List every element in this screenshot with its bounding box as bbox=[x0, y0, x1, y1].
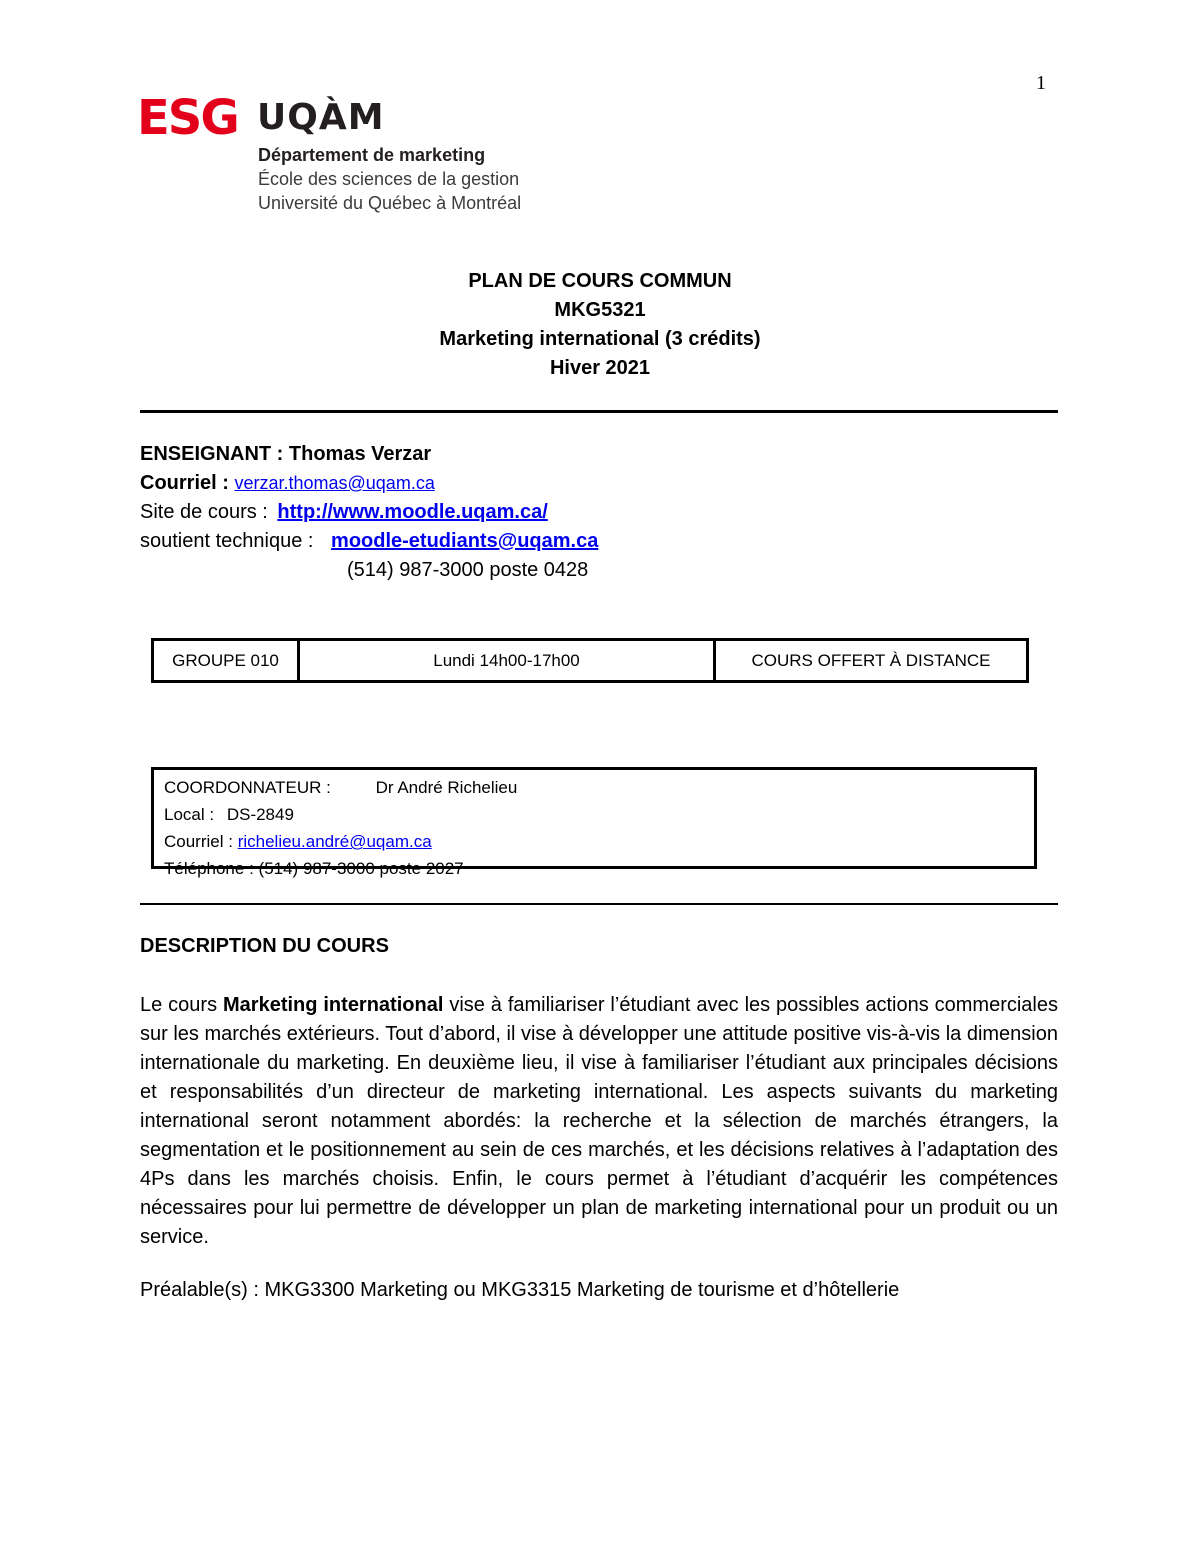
logo-university: Université du Québec à Montréal bbox=[258, 193, 522, 213]
prerequisite-value: MKG3300 Marketing ou MKG3315 Marketing de tourisme et d’hôtellerie bbox=[264, 1279, 900, 1301]
instructor-name: Thomas Verzar bbox=[288, 443, 432, 465]
esg-uqam-logo bbox=[137, 90, 522, 217]
document-title bbox=[0, 267, 1200, 383]
coordinator-email-link[interactable]: richelieu.andré@uqam.ca bbox=[237, 832, 432, 851]
course-site-row bbox=[140, 498, 598, 527]
course-site-link[interactable]: http://www.moodle.uqam.ca/ bbox=[277, 501, 548, 523]
logo-school: École des sciences de la gestion bbox=[258, 169, 520, 189]
coordinator-label: COORDONNATEUR : bbox=[164, 778, 331, 797]
course-name: Marketing international (3 crédits) bbox=[439, 328, 761, 350]
description-heading: DESCRIPTION DU COURS bbox=[140, 935, 389, 957]
local-row bbox=[164, 801, 1034, 828]
page-number: 1 bbox=[1036, 72, 1046, 94]
coordinator-box bbox=[151, 767, 1037, 878]
group-number: GROUPE 010 bbox=[153, 640, 299, 682]
coordinator-name: Dr André Richelieu bbox=[375, 778, 518, 797]
description-course-name: Marketing international bbox=[223, 994, 444, 1016]
instructor-info bbox=[140, 440, 598, 585]
phone-value: (514) 987-3000 poste 2027 bbox=[258, 859, 464, 878]
course-description bbox=[140, 991, 1058, 1252]
local-label: Local : bbox=[164, 805, 215, 824]
instructor-email-row bbox=[140, 469, 598, 498]
coordinator-row bbox=[164, 774, 1034, 801]
group-table bbox=[151, 638, 1029, 683]
title-line-1: PLAN DE COURS COMMUN bbox=[468, 270, 732, 292]
logo-esg-wordmark: ESG bbox=[137, 90, 238, 146]
logo-uqam-wordmark: UQÀM bbox=[257, 97, 385, 138]
coordinator-email-label: Courriel : bbox=[164, 832, 233, 851]
coordinator-email-row bbox=[164, 828, 1034, 855]
divider-middle bbox=[140, 903, 1058, 905]
description-intro: Le cours bbox=[140, 994, 218, 1016]
phone-label: Téléphone : bbox=[164, 859, 254, 878]
instructor-email-link[interactable]: verzar.thomas@uqam.ca bbox=[234, 473, 435, 493]
group-row bbox=[153, 640, 1028, 682]
site-label: Site de cours : bbox=[140, 501, 268, 523]
prerequisite bbox=[140, 1279, 899, 1302]
group-mode: COURS OFFERT À DISTANCE bbox=[715, 640, 1028, 682]
description-body: vise à familiariser l’étudiant avec les possibles actions commerciales sur les marchés extérieurs. Tout d’abord, il vise à développer une attitude positive vis-à-vis la dimension internationale du marketing. En deuxième lieu, il vise à familiariser l’étudiant aux principales décisions et responsabilités d’un directeur de marketing international. Les aspects suivants du marketing international seront notamment abordés: la recherche et la sélection de marchés étrangers, la segmentation et le positionnement au sein de ces marchés, et les décisions relatives à l’adaptation des 4Ps dans les marchés choisis. Enfin, le cours permet à l’étudiant d’acquérir les compétences nécessaires pour lui permettre de développer un plan de marketing international pour un produit ou un service. bbox=[140, 994, 1058, 1248]
instructor-row bbox=[140, 440, 598, 469]
group-schedule: Lundi 14h00-17h00 bbox=[299, 640, 715, 682]
phone-row bbox=[164, 855, 1034, 882]
session: Hiver 2021 bbox=[549, 357, 651, 379]
divider-top bbox=[140, 410, 1058, 413]
support-row bbox=[140, 527, 598, 556]
instructor-label: ENSEIGNANT : bbox=[140, 443, 284, 465]
support-label: soutient technique : bbox=[140, 530, 314, 552]
email-label: Courriel : bbox=[140, 472, 229, 494]
support-phone: (514) 987-3000 poste 0428 bbox=[347, 559, 589, 581]
support-email-link[interactable]: moodle-etudiants@uqam.ca bbox=[331, 530, 599, 552]
logo-department: Département de marketing bbox=[258, 145, 486, 165]
course-code: MKG5321 bbox=[554, 299, 646, 321]
prerequisite-label: Préalable(s) : bbox=[140, 1279, 259, 1301]
local-value: DS-2849 bbox=[226, 805, 294, 824]
